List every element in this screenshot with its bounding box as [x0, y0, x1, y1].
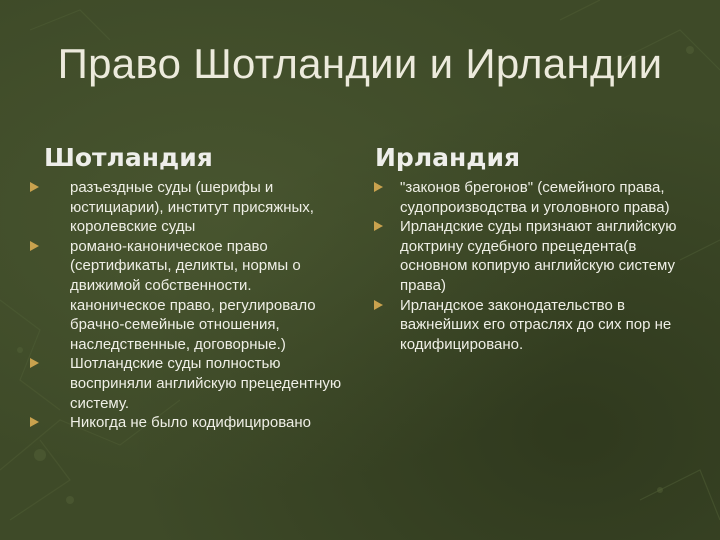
- heading-scotland: Шотландия: [44, 143, 213, 172]
- list-item: [28, 237, 348, 355]
- triangle-bullet-icon: [30, 417, 39, 427]
- list-item: [374, 296, 684, 355]
- triangle-bullet-icon: [30, 241, 39, 251]
- heading-ireland: Ирландия: [375, 143, 521, 172]
- list-item-text: Шотландские суды полностью восприняли английскую прецедентную систему.: [70, 355, 342, 412]
- list-item-text: разъездные суды (шерифы и юстициарии), институт присяжных, королевские суды: [70, 179, 314, 236]
- list-item: [374, 217, 684, 295]
- ireland-bullet-list: [374, 178, 684, 354]
- triangle-bullet-icon: [374, 300, 383, 310]
- list-item: [28, 354, 348, 413]
- scotland-bullet-list: [28, 178, 348, 433]
- list-item-text: Никогда не было кодифицировано: [70, 414, 311, 432]
- list-item-text: Ирландское законодательство в важнейших его отраслях до сих пор не кодифицировано.: [400, 296, 672, 353]
- list-item: [374, 178, 684, 217]
- list-item: [28, 413, 348, 433]
- triangle-bullet-icon: [374, 221, 383, 231]
- triangle-bullet-icon: [374, 182, 383, 192]
- triangle-bullet-icon: [30, 182, 39, 192]
- list-item-text: "законов брегонов" (семейного права, судопроизводства и уголовного права): [400, 179, 670, 216]
- list-item: [28, 178, 348, 237]
- list-item-text: романо-каноническое право (сертификаты, деликты, нормы о движимой собственности. каноническое право, регулировало брачно-семейные отношения, наследственные, договорные.): [70, 237, 316, 353]
- list-item-text: Ирландские суды признают английскую доктрину судебного прецедента(в основном копирую английскую систему права): [400, 218, 677, 294]
- slide-title: Право Шотландии и Ирландии: [57, 40, 663, 87]
- triangle-bullet-icon: [30, 358, 39, 368]
